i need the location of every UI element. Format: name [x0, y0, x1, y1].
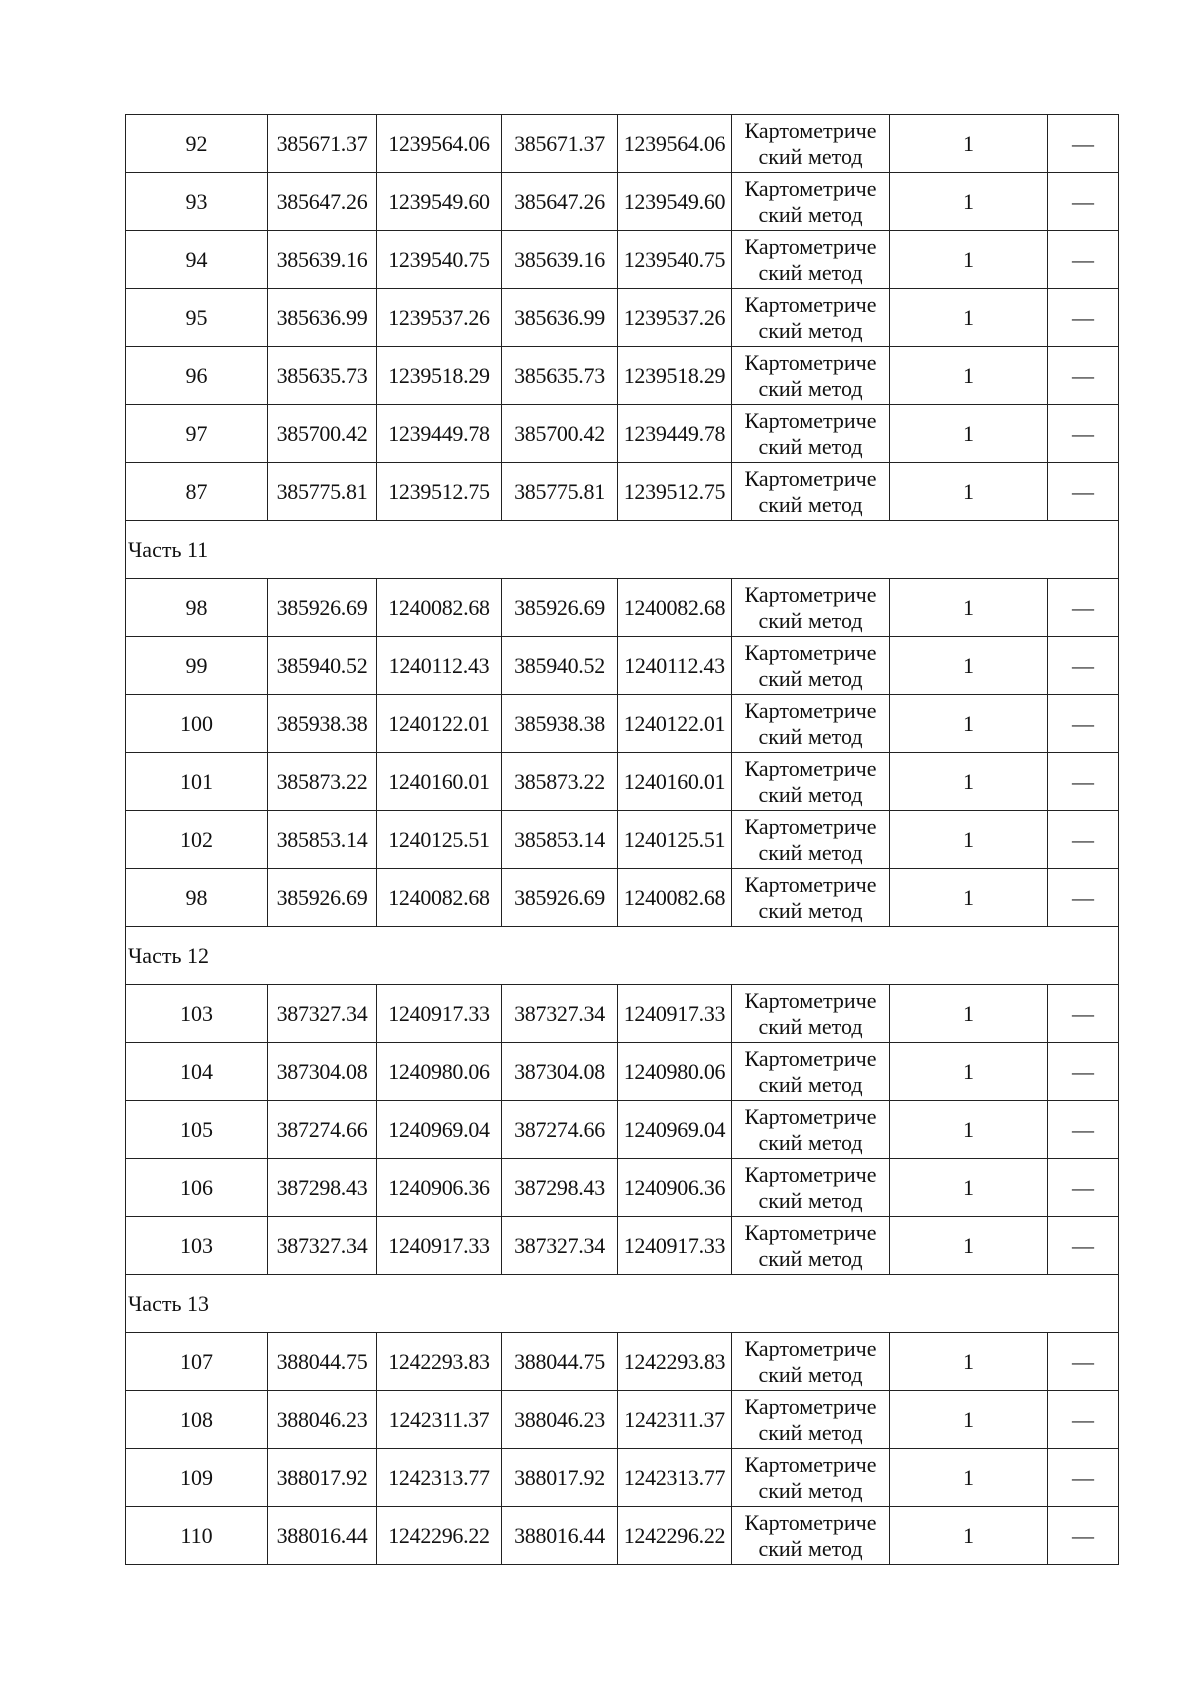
description-cell: — [1048, 1217, 1119, 1275]
table-row [126, 985, 1119, 1043]
method-cell [732, 637, 890, 695]
accuracy-cell: 1 [890, 115, 1048, 173]
description-cell: — [1048, 231, 1119, 289]
table-row [126, 231, 1119, 289]
y-coordinate-new-cell: 1240082.68 [618, 579, 732, 637]
x-coordinate-cell: 385700.42 [268, 405, 377, 463]
point-number-cell: 96 [126, 347, 268, 405]
y-coordinate-cell: 1239449.78 [377, 405, 502, 463]
method-line-2: ский метод [758, 317, 863, 343]
method-cell [732, 405, 890, 463]
y-coordinate-cell: 1240980.06 [377, 1043, 502, 1101]
point-number-cell: 108 [126, 1391, 268, 1449]
description-cell: — [1048, 637, 1119, 695]
table-row [126, 347, 1119, 405]
method-cell [732, 231, 890, 289]
x-coordinate-new-cell: 388046.23 [502, 1391, 618, 1449]
y-coordinate-cell: 1240082.68 [377, 579, 502, 637]
table-row [126, 811, 1119, 869]
x-coordinate-cell: 388017.92 [268, 1449, 377, 1507]
description-cell: — [1048, 811, 1119, 869]
x-coordinate-new-cell: 388016.44 [502, 1507, 618, 1565]
table-body [126, 115, 1119, 1565]
point-number-cell: 95 [126, 289, 268, 347]
y-coordinate-cell: 1239549.60 [377, 173, 502, 231]
description-cell: — [1048, 1043, 1119, 1101]
accuracy-cell: 1 [890, 695, 1048, 753]
table-row [126, 173, 1119, 231]
y-coordinate-cell: 1240906.36 [377, 1159, 502, 1217]
x-coordinate-new-cell: 385873.22 [502, 753, 618, 811]
description-cell: — [1048, 347, 1119, 405]
y-coordinate-new-cell: 1239537.26 [618, 289, 732, 347]
method-line-1: Картометриче [744, 349, 877, 375]
method-cell [732, 811, 890, 869]
section-title: Часть 11 [126, 521, 1119, 579]
x-coordinate-new-cell: 388017.92 [502, 1449, 618, 1507]
y-coordinate-new-cell: 1239449.78 [618, 405, 732, 463]
x-coordinate-cell: 387304.08 [268, 1043, 377, 1101]
table-row [126, 1101, 1119, 1159]
table-row [126, 1217, 1119, 1275]
method-line-1: Картометриче [744, 1161, 877, 1187]
description-cell: — [1048, 463, 1119, 521]
method-line-1: Картометриче [744, 465, 877, 491]
y-coordinate-new-cell: 1240160.01 [618, 753, 732, 811]
method-cell [732, 1507, 890, 1565]
y-coordinate-cell: 1240917.33 [377, 985, 502, 1043]
table-row [126, 579, 1119, 637]
table-row [126, 463, 1119, 521]
x-coordinate-new-cell: 387327.34 [502, 985, 618, 1043]
method-line-1: Картометриче [744, 1509, 877, 1535]
description-cell: — [1048, 1507, 1119, 1565]
table-row [126, 289, 1119, 347]
section-header-row [126, 521, 1119, 579]
accuracy-cell: 1 [890, 1507, 1048, 1565]
y-coordinate-new-cell: 1239540.75 [618, 231, 732, 289]
method-line-1: Картометриче [744, 639, 877, 665]
x-coordinate-new-cell: 385926.69 [502, 869, 618, 927]
method-cell [732, 347, 890, 405]
table-row [126, 637, 1119, 695]
method-line-2: ский метод [758, 1535, 863, 1561]
y-coordinate-new-cell: 1239512.75 [618, 463, 732, 521]
description-cell: — [1048, 1101, 1119, 1159]
method-line-1: Картометриче [744, 581, 877, 607]
point-number-cell: 100 [126, 695, 268, 753]
point-number-cell: 93 [126, 173, 268, 231]
coordinates-table [125, 114, 1119, 1565]
accuracy-cell: 1 [890, 1217, 1048, 1275]
y-coordinate-cell: 1240125.51 [377, 811, 502, 869]
y-coordinate-new-cell: 1240125.51 [618, 811, 732, 869]
y-coordinate-cell: 1242311.37 [377, 1391, 502, 1449]
method-line-1: Картометриче [744, 755, 877, 781]
method-line-2: ский метод [758, 1361, 863, 1387]
accuracy-cell: 1 [890, 985, 1048, 1043]
method-cell [732, 1043, 890, 1101]
method-line-2: ский метод [758, 1477, 863, 1503]
method-cell [732, 115, 890, 173]
x-coordinate-cell: 385873.22 [268, 753, 377, 811]
method-line-2: ский метод [758, 375, 863, 401]
table-row [126, 115, 1119, 173]
point-number-cell: 107 [126, 1333, 268, 1391]
table-row [126, 1507, 1119, 1565]
point-number-cell: 98 [126, 869, 268, 927]
accuracy-cell: 1 [890, 1391, 1048, 1449]
table-row [126, 405, 1119, 463]
table-row [126, 1043, 1119, 1101]
x-coordinate-cell: 387327.34 [268, 1217, 377, 1275]
point-number-cell: 103 [126, 985, 268, 1043]
method-line-1: Картометриче [744, 1451, 877, 1477]
section-title: Часть 12 [126, 927, 1119, 985]
method-line-1: Картометриче [744, 1045, 877, 1071]
x-coordinate-cell: 387298.43 [268, 1159, 377, 1217]
method-line-1: Картометриче [744, 697, 877, 723]
method-line-2: ский метод [758, 1129, 863, 1155]
description-cell: — [1048, 115, 1119, 173]
y-coordinate-new-cell: 1240917.33 [618, 985, 732, 1043]
y-coordinate-new-cell: 1240969.04 [618, 1101, 732, 1159]
y-coordinate-new-cell: 1239518.29 [618, 347, 732, 405]
y-coordinate-new-cell: 1242296.22 [618, 1507, 732, 1565]
method-cell [732, 463, 890, 521]
x-coordinate-new-cell: 388044.75 [502, 1333, 618, 1391]
y-coordinate-cell: 1240160.01 [377, 753, 502, 811]
method-cell [732, 1159, 890, 1217]
x-coordinate-cell: 385647.26 [268, 173, 377, 231]
y-coordinate-cell: 1239518.29 [377, 347, 502, 405]
description-cell: — [1048, 405, 1119, 463]
accuracy-cell: 1 [890, 405, 1048, 463]
method-line-1: Картометриче [744, 1219, 877, 1245]
y-coordinate-cell: 1240112.43 [377, 637, 502, 695]
description-cell: — [1048, 985, 1119, 1043]
table-row [126, 695, 1119, 753]
method-line-1: Картометриче [744, 175, 877, 201]
method-line-2: ский метод [758, 491, 863, 517]
x-coordinate-new-cell: 385938.38 [502, 695, 618, 753]
method-cell [732, 173, 890, 231]
method-line-1: Картометриче [744, 233, 877, 259]
y-coordinate-new-cell: 1242313.77 [618, 1449, 732, 1507]
y-coordinate-new-cell: 1240112.43 [618, 637, 732, 695]
method-line-2: ский метод [758, 839, 863, 865]
x-coordinate-new-cell: 385639.16 [502, 231, 618, 289]
point-number-cell: 98 [126, 579, 268, 637]
point-number-cell: 94 [126, 231, 268, 289]
x-coordinate-cell: 385853.14 [268, 811, 377, 869]
x-coordinate-new-cell: 387274.66 [502, 1101, 618, 1159]
y-coordinate-new-cell: 1240082.68 [618, 869, 732, 927]
accuracy-cell: 1 [890, 579, 1048, 637]
point-number-cell: 109 [126, 1449, 268, 1507]
point-number-cell: 105 [126, 1101, 268, 1159]
table-row [126, 1333, 1119, 1391]
y-coordinate-cell: 1242296.22 [377, 1507, 502, 1565]
accuracy-cell: 1 [890, 1333, 1048, 1391]
method-line-1: Картометриче [744, 1103, 877, 1129]
point-number-cell: 92 [126, 115, 268, 173]
description-cell: — [1048, 579, 1119, 637]
method-line-1: Картометриче [744, 117, 877, 143]
x-coordinate-cell: 385671.37 [268, 115, 377, 173]
accuracy-cell: 1 [890, 811, 1048, 869]
x-coordinate-new-cell: 385671.37 [502, 115, 618, 173]
point-number-cell: 101 [126, 753, 268, 811]
x-coordinate-new-cell: 385940.52 [502, 637, 618, 695]
accuracy-cell: 1 [890, 1159, 1048, 1217]
x-coordinate-cell: 385938.38 [268, 695, 377, 753]
y-coordinate-cell: 1240917.33 [377, 1217, 502, 1275]
description-cell: — [1048, 1449, 1119, 1507]
y-coordinate-cell: 1239540.75 [377, 231, 502, 289]
accuracy-cell: 1 [890, 1101, 1048, 1159]
x-coordinate-new-cell: 385635.73 [502, 347, 618, 405]
x-coordinate-cell: 385926.69 [268, 869, 377, 927]
accuracy-cell: 1 [890, 869, 1048, 927]
x-coordinate-cell: 385639.16 [268, 231, 377, 289]
accuracy-cell: 1 [890, 289, 1048, 347]
description-cell: — [1048, 1333, 1119, 1391]
x-coordinate-cell: 385940.52 [268, 637, 377, 695]
x-coordinate-new-cell: 387327.34 [502, 1217, 618, 1275]
method-line-2: ский метод [758, 1245, 863, 1271]
y-coordinate-new-cell: 1240906.36 [618, 1159, 732, 1217]
method-line-2: ский метод [758, 607, 863, 633]
description-cell: — [1048, 289, 1119, 347]
x-coordinate-cell: 385635.73 [268, 347, 377, 405]
description-cell: — [1048, 173, 1119, 231]
method-cell [732, 985, 890, 1043]
y-coordinate-new-cell: 1239564.06 [618, 115, 732, 173]
table-row [126, 869, 1119, 927]
x-coordinate-new-cell: 385647.26 [502, 173, 618, 231]
point-number-cell: 110 [126, 1507, 268, 1565]
section-header-row [126, 1275, 1119, 1333]
y-coordinate-cell: 1239512.75 [377, 463, 502, 521]
y-coordinate-new-cell: 1240122.01 [618, 695, 732, 753]
x-coordinate-cell: 388046.23 [268, 1391, 377, 1449]
point-number-cell: 102 [126, 811, 268, 869]
method-line-2: ский метод [758, 1419, 863, 1445]
accuracy-cell: 1 [890, 347, 1048, 405]
method-cell [732, 1391, 890, 1449]
method-cell [732, 289, 890, 347]
x-coordinate-new-cell: 387304.08 [502, 1043, 618, 1101]
table-row [126, 753, 1119, 811]
point-number-cell: 97 [126, 405, 268, 463]
method-cell [732, 869, 890, 927]
accuracy-cell: 1 [890, 231, 1048, 289]
y-coordinate-cell: 1242313.77 [377, 1449, 502, 1507]
accuracy-cell: 1 [890, 463, 1048, 521]
method-line-2: ский метод [758, 781, 863, 807]
description-cell: — [1048, 695, 1119, 753]
point-number-cell: 103 [126, 1217, 268, 1275]
method-line-2: ский метод [758, 201, 863, 227]
method-line-2: ский метод [758, 665, 863, 691]
y-coordinate-new-cell: 1242293.83 [618, 1333, 732, 1391]
y-coordinate-cell: 1240122.01 [377, 695, 502, 753]
x-coordinate-cell: 385636.99 [268, 289, 377, 347]
table-row [126, 1159, 1119, 1217]
x-coordinate-new-cell: 385853.14 [502, 811, 618, 869]
y-coordinate-cell: 1240082.68 [377, 869, 502, 927]
method-cell [732, 1101, 890, 1159]
method-line-2: ский метод [758, 433, 863, 459]
description-cell: — [1048, 1159, 1119, 1217]
accuracy-cell: 1 [890, 1449, 1048, 1507]
y-coordinate-new-cell: 1240917.33 [618, 1217, 732, 1275]
method-line-1: Картометриче [744, 813, 877, 839]
method-line-2: ский метод [758, 897, 863, 923]
x-coordinate-new-cell: 385700.42 [502, 405, 618, 463]
accuracy-cell: 1 [890, 753, 1048, 811]
method-line-1: Картометриче [744, 987, 877, 1013]
x-coordinate-cell: 388044.75 [268, 1333, 377, 1391]
method-line-1: Картометриче [744, 291, 877, 317]
method-cell [732, 1449, 890, 1507]
x-coordinate-new-cell: 387298.43 [502, 1159, 618, 1217]
y-coordinate-cell: 1240969.04 [377, 1101, 502, 1159]
y-coordinate-new-cell: 1239549.60 [618, 173, 732, 231]
method-line-1: Картометриче [744, 1335, 877, 1361]
method-cell [732, 579, 890, 637]
method-line-2: ский метод [758, 259, 863, 285]
method-cell [732, 1333, 890, 1391]
method-line-1: Картометриче [744, 407, 877, 433]
method-cell [732, 1217, 890, 1275]
y-coordinate-cell: 1239564.06 [377, 115, 502, 173]
method-line-2: ский метод [758, 1187, 863, 1213]
description-cell: — [1048, 1391, 1119, 1449]
section-title: Часть 13 [126, 1275, 1119, 1333]
table-row [126, 1449, 1119, 1507]
x-coordinate-cell: 385775.81 [268, 463, 377, 521]
method-line-2: ский метод [758, 1071, 863, 1097]
method-line-1: Картометриче [744, 1393, 877, 1419]
x-coordinate-cell: 388016.44 [268, 1507, 377, 1565]
x-coordinate-cell: 385926.69 [268, 579, 377, 637]
method-line-2: ский метод [758, 723, 863, 749]
description-cell: — [1048, 869, 1119, 927]
x-coordinate-cell: 387274.66 [268, 1101, 377, 1159]
accuracy-cell: 1 [890, 1043, 1048, 1101]
point-number-cell: 99 [126, 637, 268, 695]
method-line-2: ский метод [758, 143, 863, 169]
x-coordinate-new-cell: 385775.81 [502, 463, 618, 521]
y-coordinate-cell: 1242293.83 [377, 1333, 502, 1391]
description-cell: — [1048, 753, 1119, 811]
table-row [126, 1391, 1119, 1449]
point-number-cell: 106 [126, 1159, 268, 1217]
method-line-1: Картометриче [744, 871, 877, 897]
section-header-row [126, 927, 1119, 985]
y-coordinate-cell: 1239537.26 [377, 289, 502, 347]
x-coordinate-cell: 387327.34 [268, 985, 377, 1043]
accuracy-cell: 1 [890, 637, 1048, 695]
method-cell [732, 753, 890, 811]
method-line-2: ский метод [758, 1013, 863, 1039]
point-number-cell: 87 [126, 463, 268, 521]
y-coordinate-new-cell: 1242311.37 [618, 1391, 732, 1449]
x-coordinate-new-cell: 385636.99 [502, 289, 618, 347]
y-coordinate-new-cell: 1240980.06 [618, 1043, 732, 1101]
x-coordinate-new-cell: 385926.69 [502, 579, 618, 637]
accuracy-cell: 1 [890, 173, 1048, 231]
method-cell [732, 695, 890, 753]
point-number-cell: 104 [126, 1043, 268, 1101]
